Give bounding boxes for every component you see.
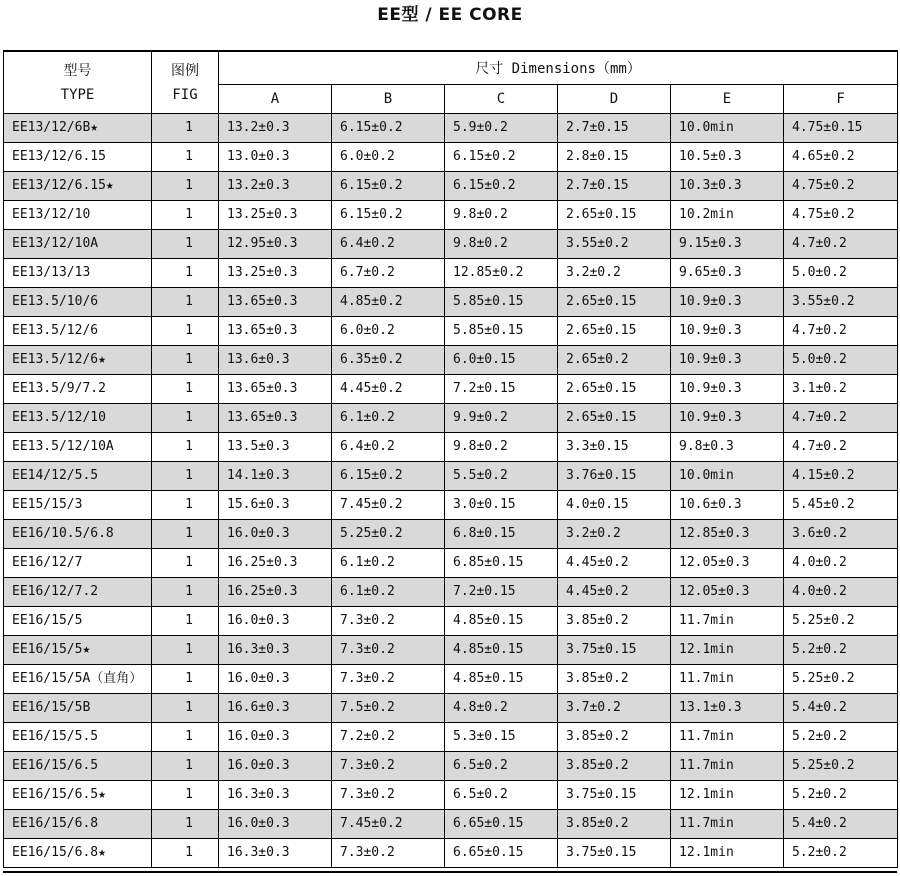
cell-d: 4.45±0.2: [558, 578, 671, 607]
cell-d: 2.8±0.15: [558, 143, 671, 172]
cell-a: 16.25±0.3: [219, 578, 332, 607]
cell-e: 10.0min: [671, 462, 784, 491]
table-row: [4, 810, 898, 839]
cell-f: 5.0±0.2: [784, 259, 898, 288]
cell-fig: 1: [152, 201, 219, 230]
cell-e: 11.7min: [671, 723, 784, 752]
cell-f: 5.2±0.2: [784, 723, 898, 752]
cell-d: 2.65±0.15: [558, 201, 671, 230]
table-row: [4, 375, 898, 404]
cell-f: 4.7±0.2: [784, 317, 898, 346]
cell-d: 2.7±0.15: [558, 172, 671, 201]
table-row: [4, 346, 898, 375]
cell-c: 6.65±0.15: [445, 839, 558, 868]
cell-f: 5.2±0.2: [784, 636, 898, 665]
cell-b: 4.85±0.2: [332, 288, 445, 317]
cell-f: 5.2±0.2: [784, 781, 898, 810]
col-header-f: F: [784, 85, 898, 114]
cell-d: 3.75±0.15: [558, 839, 671, 868]
cell-e: 13.1±0.3: [671, 694, 784, 723]
table-row: [4, 143, 898, 172]
cell-e: 12.1min: [671, 781, 784, 810]
cell-b: 6.1±0.2: [332, 404, 445, 433]
type-header: [4, 51, 152, 114]
cell-b: 6.1±0.2: [332, 549, 445, 578]
table-row: [4, 317, 898, 346]
cell-fig: 1: [152, 810, 219, 839]
cell-a: 16.0±0.3: [219, 723, 332, 752]
cell-c: 9.9±0.2: [445, 404, 558, 433]
table-row: [4, 259, 898, 288]
cell-b: 7.3±0.2: [332, 752, 445, 781]
cell-fig: 1: [152, 520, 219, 549]
cell-e: 10.2min: [671, 201, 784, 230]
cell-fig: 1: [152, 839, 219, 868]
cell-d: 3.3±0.15: [558, 433, 671, 462]
cell-type: EE14/12/5.5: [4, 462, 152, 491]
cell-b: 7.3±0.2: [332, 636, 445, 665]
cell-d: 3.85±0.2: [558, 752, 671, 781]
cell-e: 12.1min: [671, 636, 784, 665]
cell-e: 10.5±0.3: [671, 143, 784, 172]
cell-a: 16.0±0.3: [219, 665, 332, 694]
cell-c: 6.8±0.15: [445, 520, 558, 549]
table-row: [4, 520, 898, 549]
cell-fig: 1: [152, 114, 219, 143]
cell-a: 13.6±0.3: [219, 346, 332, 375]
cell-type: EE13/12/10A: [4, 230, 152, 259]
cell-f: 5.2±0.2: [784, 839, 898, 868]
cell-type: EE15/15/3: [4, 491, 152, 520]
cell-d: 2.65±0.2: [558, 346, 671, 375]
cell-d: 3.75±0.15: [558, 781, 671, 810]
cell-d: 3.85±0.2: [558, 607, 671, 636]
cell-fig: 1: [152, 288, 219, 317]
cell-f: 4.75±0.2: [784, 201, 898, 230]
fig-header-en: FIG: [172, 86, 198, 103]
cell-c: 5.3±0.15: [445, 723, 558, 752]
cell-c: 6.15±0.2: [445, 172, 558, 201]
cell-f: 5.4±0.2: [784, 694, 898, 723]
cell-a: 12.95±0.3: [219, 230, 332, 259]
cell-d: 2.7±0.15: [558, 114, 671, 143]
cell-d: 3.85±0.2: [558, 665, 671, 694]
cell-a: 16.0±0.3: [219, 752, 332, 781]
cell-type: EE16/15/6.5★: [4, 781, 152, 810]
cell-f: 4.65±0.2: [784, 143, 898, 172]
cell-a: 13.5±0.3: [219, 433, 332, 462]
cell-f: 5.4±0.2: [784, 810, 898, 839]
cell-c: 6.5±0.2: [445, 781, 558, 810]
cell-a: 16.6±0.3: [219, 694, 332, 723]
cell-d: 3.75±0.15: [558, 636, 671, 665]
cell-fig: 1: [152, 433, 219, 462]
cell-a: 16.3±0.3: [219, 636, 332, 665]
table-row: [4, 578, 898, 607]
cell-e: 12.05±0.3: [671, 578, 784, 607]
cell-c: 5.85±0.15: [445, 317, 558, 346]
table-row: [4, 201, 898, 230]
cell-b: 4.45±0.2: [332, 375, 445, 404]
cell-c: 4.85±0.15: [445, 636, 558, 665]
cell-a: 13.25±0.3: [219, 259, 332, 288]
cell-f: 4.0±0.2: [784, 578, 898, 607]
cell-b: 6.7±0.2: [332, 259, 445, 288]
table-row: [4, 288, 898, 317]
table-row: [4, 781, 898, 810]
cell-c: 6.5±0.2: [445, 752, 558, 781]
cell-e: 12.05±0.3: [671, 549, 784, 578]
cell-c: 5.85±0.15: [445, 288, 558, 317]
cell-b: 6.15±0.2: [332, 172, 445, 201]
cell-c: 4.85±0.15: [445, 607, 558, 636]
cell-a: 13.65±0.3: [219, 375, 332, 404]
table-row: [4, 752, 898, 781]
cell-a: 13.65±0.3: [219, 317, 332, 346]
cell-e: 10.6±0.3: [671, 491, 784, 520]
ee-core-spec-table: [3, 50, 898, 868]
table-row: [4, 549, 898, 578]
col-header-a: A: [219, 85, 332, 114]
cell-a: 13.65±0.3: [219, 404, 332, 433]
bottom-rule: [3, 871, 897, 873]
cell-c: 6.15±0.2: [445, 143, 558, 172]
cell-type: EE16/10.5/6.8: [4, 520, 152, 549]
cell-f: 4.75±0.15: [784, 114, 898, 143]
cell-a: 16.3±0.3: [219, 781, 332, 810]
cell-c: 5.9±0.2: [445, 114, 558, 143]
cell-b: 5.25±0.2: [332, 520, 445, 549]
cell-d: 4.0±0.15: [558, 491, 671, 520]
cell-type: EE16/15/5: [4, 607, 152, 636]
cell-a: 16.0±0.3: [219, 607, 332, 636]
cell-e: 10.9±0.3: [671, 317, 784, 346]
cell-e: 9.65±0.3: [671, 259, 784, 288]
cell-e: 11.7min: [671, 810, 784, 839]
fig-header: [152, 51, 219, 114]
cell-type: EE16/15/6.5: [4, 752, 152, 781]
table-row: [4, 636, 898, 665]
cell-type: EE13.5/10/6: [4, 288, 152, 317]
cell-fig: 1: [152, 317, 219, 346]
table-row: [4, 230, 898, 259]
cell-b: 6.15±0.2: [332, 462, 445, 491]
cell-b: 7.2±0.2: [332, 723, 445, 752]
cell-f: 3.55±0.2: [784, 288, 898, 317]
cell-a: 16.0±0.3: [219, 810, 332, 839]
cell-fig: 1: [152, 404, 219, 433]
cell-fig: 1: [152, 752, 219, 781]
cell-e: 9.8±0.3: [671, 433, 784, 462]
cell-fig: 1: [152, 694, 219, 723]
fig-header-cn: 图例: [171, 62, 199, 79]
cell-c: 3.0±0.15: [445, 491, 558, 520]
cell-d: 3.76±0.15: [558, 462, 671, 491]
cell-b: 6.1±0.2: [332, 578, 445, 607]
cell-e: 11.7min: [671, 752, 784, 781]
col-header-e: E: [671, 85, 784, 114]
cell-b: 7.3±0.2: [332, 607, 445, 636]
cell-a: 15.6±0.3: [219, 491, 332, 520]
cell-f: 5.25±0.2: [784, 607, 898, 636]
cell-b: 6.15±0.2: [332, 201, 445, 230]
cell-e: 10.3±0.3: [671, 172, 784, 201]
cell-e: 12.1min: [671, 839, 784, 868]
cell-type: EE13/12/10: [4, 201, 152, 230]
cell-e: 10.9±0.3: [671, 288, 784, 317]
cell-type: EE13.5/12/10: [4, 404, 152, 433]
cell-type: EE13/12/6.15★: [4, 172, 152, 201]
cell-f: 4.15±0.2: [784, 462, 898, 491]
cell-d: 3.2±0.2: [558, 259, 671, 288]
cell-f: 4.7±0.2: [784, 404, 898, 433]
cell-f: 4.75±0.2: [784, 172, 898, 201]
cell-fig: 1: [152, 172, 219, 201]
cell-c: 9.8±0.2: [445, 433, 558, 462]
table-row: [4, 404, 898, 433]
cell-a: 16.25±0.3: [219, 549, 332, 578]
cell-fig: 1: [152, 781, 219, 810]
cell-type: EE16/15/5A（直角）: [4, 665, 152, 694]
cell-type: EE16/15/5B: [4, 694, 152, 723]
cell-a: 16.0±0.3: [219, 520, 332, 549]
cell-e: 9.15±0.3: [671, 230, 784, 259]
cell-d: 3.85±0.2: [558, 810, 671, 839]
cell-b: 6.4±0.2: [332, 433, 445, 462]
cell-b: 6.0±0.2: [332, 143, 445, 172]
cell-d: 2.65±0.15: [558, 375, 671, 404]
cell-fig: 1: [152, 462, 219, 491]
table-row: [4, 491, 898, 520]
cell-f: 5.45±0.2: [784, 491, 898, 520]
cell-e: 10.9±0.3: [671, 375, 784, 404]
cell-d: 4.45±0.2: [558, 549, 671, 578]
cell-a: 13.2±0.3: [219, 172, 332, 201]
cell-type: EE13.5/12/6★: [4, 346, 152, 375]
cell-b: 7.3±0.2: [332, 665, 445, 694]
cell-a: 14.1±0.3: [219, 462, 332, 491]
cell-fig: 1: [152, 636, 219, 665]
cell-f: 5.25±0.2: [784, 665, 898, 694]
cell-c: 6.65±0.15: [445, 810, 558, 839]
cell-b: 6.35±0.2: [332, 346, 445, 375]
cell-fig: 1: [152, 230, 219, 259]
cell-c: 6.85±0.15: [445, 549, 558, 578]
cell-type: EE13.5/12/10A: [4, 433, 152, 462]
type-header-cn: 型号: [63, 62, 92, 79]
cell-e: 10.9±0.3: [671, 404, 784, 433]
cell-type: EE16/15/6.8: [4, 810, 152, 839]
cell-fig: 1: [152, 491, 219, 520]
cell-c: 5.5±0.2: [445, 462, 558, 491]
cell-fig: 1: [152, 259, 219, 288]
table-row: [4, 607, 898, 636]
cell-e: 10.0min: [671, 114, 784, 143]
cell-type: EE13.5/9/7.2: [4, 375, 152, 404]
cell-d: 2.65±0.15: [558, 288, 671, 317]
cell-c: 9.8±0.2: [445, 230, 558, 259]
cell-a: 13.2±0.3: [219, 114, 332, 143]
cell-b: 7.3±0.2: [332, 781, 445, 810]
cell-f: 4.0±0.2: [784, 549, 898, 578]
cell-type: EE16/12/7: [4, 549, 152, 578]
cell-a: 16.3±0.3: [219, 839, 332, 868]
cell-type: EE13/12/6B★: [4, 114, 152, 143]
cell-c: 7.2±0.15: [445, 578, 558, 607]
cell-d: 3.7±0.2: [558, 694, 671, 723]
cell-f: 3.6±0.2: [784, 520, 898, 549]
table-row: [4, 433, 898, 462]
cell-c: 6.0±0.15: [445, 346, 558, 375]
cell-f: 5.25±0.2: [784, 752, 898, 781]
col-header-d: D: [558, 85, 671, 114]
cell-fig: 1: [152, 549, 219, 578]
cell-b: 7.5±0.2: [332, 694, 445, 723]
cell-f: 3.1±0.2: [784, 375, 898, 404]
cell-d: 3.2±0.2: [558, 520, 671, 549]
col-header-b: B: [332, 85, 445, 114]
cell-e: 12.85±0.3: [671, 520, 784, 549]
cell-fig: 1: [152, 607, 219, 636]
cell-b: 7.45±0.2: [332, 491, 445, 520]
cell-f: 4.7±0.2: [784, 230, 898, 259]
cell-b: 6.0±0.2: [332, 317, 445, 346]
cell-b: 6.15±0.2: [332, 114, 445, 143]
cell-d: 3.55±0.2: [558, 230, 671, 259]
cell-e: 10.9±0.3: [671, 346, 784, 375]
cell-a: 13.65±0.3: [219, 288, 332, 317]
cell-fig: 1: [152, 665, 219, 694]
cell-c: 9.8±0.2: [445, 201, 558, 230]
cell-type: EE16/15/6.8★: [4, 839, 152, 868]
cell-fig: 1: [152, 723, 219, 752]
table-body: [4, 114, 898, 868]
cell-type: EE16/12/7.2: [4, 578, 152, 607]
cell-b: 6.4±0.2: [332, 230, 445, 259]
cell-type: EE13/12/6.15: [4, 143, 152, 172]
cell-e: 11.7min: [671, 607, 784, 636]
cell-type: EE13/13/13: [4, 259, 152, 288]
cell-fig: 1: [152, 375, 219, 404]
cell-e: 11.7min: [671, 665, 784, 694]
table-row: [4, 839, 898, 868]
cell-b: 7.45±0.2: [332, 810, 445, 839]
type-header-en: TYPE: [60, 86, 95, 103]
cell-fig: 1: [152, 143, 219, 172]
cell-fig: 1: [152, 578, 219, 607]
col-header-c: C: [445, 85, 558, 114]
dimensions-header: 尺寸 Dimensions（mm）: [219, 51, 898, 85]
cell-c: 4.85±0.15: [445, 665, 558, 694]
table-row: [4, 462, 898, 491]
page-title: EE型 / EE CORE: [377, 5, 523, 25]
cell-d: 3.85±0.2: [558, 723, 671, 752]
cell-c: 4.8±0.2: [445, 694, 558, 723]
table-row: [4, 172, 898, 201]
table-row: [4, 694, 898, 723]
cell-f: 4.7±0.2: [784, 433, 898, 462]
cell-type: EE16/15/5★: [4, 636, 152, 665]
cell-d: 2.65±0.15: [558, 404, 671, 433]
cell-d: 2.65±0.15: [558, 317, 671, 346]
cell-fig: 1: [152, 346, 219, 375]
cell-f: 5.0±0.2: [784, 346, 898, 375]
table-row: [4, 665, 898, 694]
cell-c: 7.2±0.15: [445, 375, 558, 404]
cell-type: EE16/15/5.5: [4, 723, 152, 752]
cell-a: 13.0±0.3: [219, 143, 332, 172]
table-row: [4, 114, 898, 143]
table-row: [4, 723, 898, 752]
cell-a: 13.25±0.3: [219, 201, 332, 230]
cell-type: EE13.5/12/6: [4, 317, 152, 346]
cell-c: 12.85±0.2: [445, 259, 558, 288]
cell-b: 7.3±0.2: [332, 839, 445, 868]
